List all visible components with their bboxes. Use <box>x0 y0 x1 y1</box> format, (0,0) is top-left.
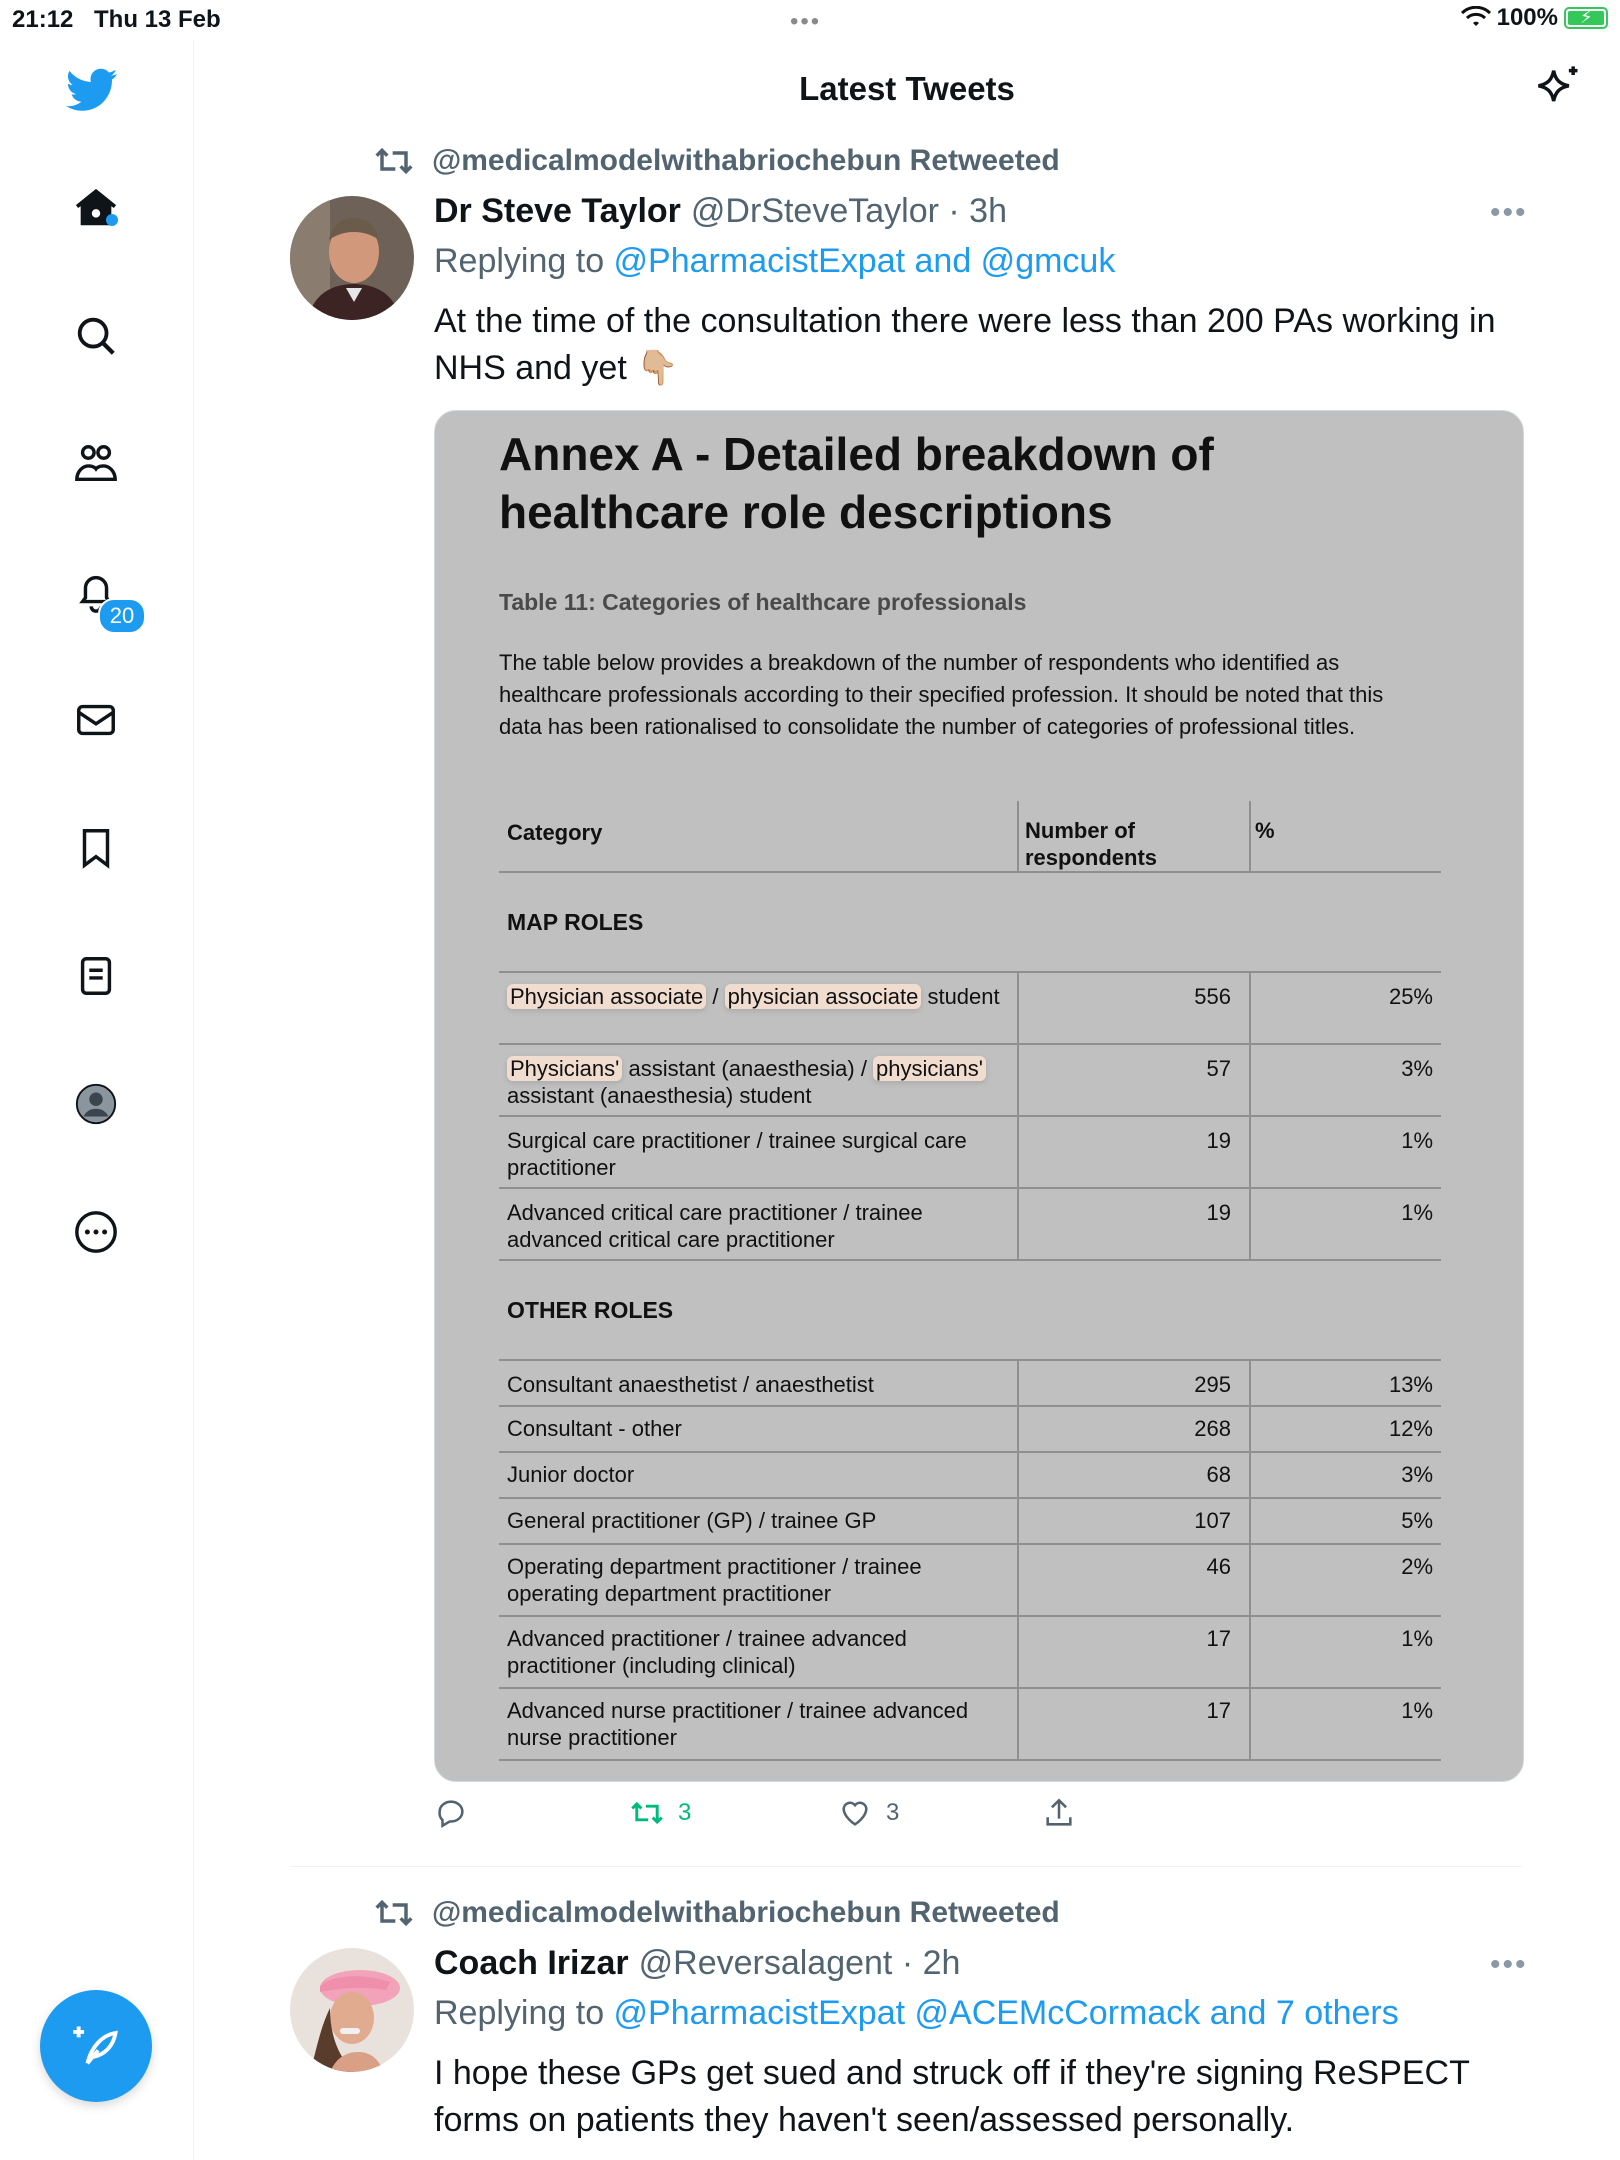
avatar[interactable] <box>290 196 414 320</box>
status-time: 21:12 <box>12 6 74 33</box>
like-count: 3 <box>886 1799 900 1826</box>
sidebar-item-lists[interactable] <box>70 950 122 1002</box>
author-handle[interactable]: @Reversalagent · 2h <box>638 1944 961 1982</box>
sidebar-item-bookmarks[interactable] <box>70 822 122 874</box>
tweet-text: I hope these GPs get sued and struck off if they're signing ReSPECT forms on patients they haven't seen/assessed personally. <box>434 2054 1470 2139</box>
tweet-more-button[interactable]: ••• <box>1490 1948 1528 1981</box>
replying-to: Replying to @PharmacistExpat and @gmcuk <box>434 242 1116 280</box>
notification-count-badge: 20 <box>98 598 146 634</box>
table-row: Advanced practitioner / trainee advanced practitioner (including clinical) 17 1% <box>499 1617 1441 1689</box>
tweet-more-button[interactable]: ••• <box>1490 196 1528 229</box>
table-row: Operating department practitioner / trainee operating department practitioner 46 2% <box>499 1545 1441 1617</box>
page-title: Latest Tweets <box>799 70 1015 107</box>
share-icon <box>1042 1796 1076 1830</box>
document-caption: Table 11: Categories of healthcare professionals <box>499 589 1027 615</box>
wifi-icon <box>1461 6 1491 30</box>
sidebar-item-explore[interactable] <box>70 310 122 362</box>
table-row: Physicians' assistant (anaesthesia) / physicians' assistant (anaesthesia) student 57 3% <box>499 1045 1441 1117</box>
sidebar-item-profile[interactable] <box>70 1078 122 1130</box>
status-right <box>1461 4 1608 32</box>
reply-targets-link[interactable]: @PharmacistExpat and @gmcuk <box>613 242 1116 280</box>
tweet-text: At the time of the consultation there were less than 200 PAs working in NHS and yet 👇🏼 <box>434 302 1496 387</box>
table-row: Consultant anaesthetist / anaesthetist 295 13% <box>499 1361 1441 1407</box>
table-row: Surgical care practitioner / trainee surgical care practitioner 19 1% <box>499 1117 1441 1189</box>
author-handle[interactable]: @DrSteveTaylor · 3h <box>690 192 1007 230</box>
table-header-row: Category Number of respondents % <box>499 801 1441 873</box>
twitter-logo-icon[interactable] <box>66 64 118 116</box>
compose-tweet-button[interactable] <box>40 1990 152 2102</box>
retweeted-by-label[interactable]: @medicalmodelwithabriochebun Retweeted <box>432 144 1060 177</box>
retweet-icon <box>374 1897 414 1929</box>
sidebar-item-more[interactable] <box>70 1206 122 1258</box>
mail-icon <box>73 697 119 743</box>
sparkle-icon[interactable] <box>1532 62 1584 114</box>
table-row: Advanced nurse practitioner / trainee advanced nurse practitioner 17 1% <box>499 1689 1441 1761</box>
table-row: Consultant - other 268 12% <box>499 1407 1441 1453</box>
table-section-heading: OTHER ROLES <box>499 1261 1441 1361</box>
share-button[interactable] <box>1042 1796 1076 1830</box>
tweet-actions <box>434 1796 1134 1840</box>
table-row: General practitioner (GP) / trainee GP 107 5% <box>499 1499 1441 1545</box>
bookmark-icon <box>73 825 119 871</box>
more-circle-icon <box>73 1209 119 1255</box>
heart-icon <box>838 1796 872 1830</box>
status-date: Thu 13 Feb <box>94 6 221 33</box>
battery-percent: 100% <box>1496 4 1558 31</box>
tweet-divider <box>290 1866 1522 1867</box>
tweet-author[interactable] <box>434 1944 960 1983</box>
retweeted-by-label[interactable]: @medicalmodelwithabriochebun Retweeted <box>432 1896 1060 1929</box>
tweet-image[interactable] <box>434 410 1524 1782</box>
replying-to: Replying to @PharmacistExpat @ACEMcCormack and 7 others <box>434 1994 1399 2032</box>
sidebar-item-communities[interactable] <box>70 438 122 490</box>
document-paragraph: The table below provides a breakdown of the number of respondents who identified as healthcare professionals according to their specified profession. It should be noted that this data has been rationalised to consolidate the number of categories of professional titles. <box>499 650 1384 739</box>
table-row: Junior doctor 68 3% <box>499 1453 1441 1499</box>
retweet-icon <box>630 1796 664 1830</box>
status-bar <box>0 0 1620 40</box>
table-row: Physician associate / physician associate student 556 25% <box>499 973 1441 1045</box>
table-row: Advanced critical care practitioner / trainee advanced critical care practitioner 19 1% <box>499 1189 1441 1261</box>
reply-button[interactable] <box>434 1796 468 1830</box>
author-name[interactable]: Coach Irizar <box>434 1944 629 1982</box>
retweet-button[interactable] <box>630 1796 691 1830</box>
search-icon <box>73 313 119 359</box>
retweet-count: 3 <box>678 1799 692 1826</box>
compose-icon <box>70 2020 122 2072</box>
home-unread-dot <box>106 214 118 226</box>
sidebar-nav <box>0 40 194 2160</box>
profile-icon <box>73 1081 119 1127</box>
retweet-context <box>374 1896 1060 1930</box>
list-icon <box>73 953 119 999</box>
sidebar-item-messages[interactable] <box>70 694 122 746</box>
reply-icon <box>434 1796 468 1830</box>
people-icon <box>73 441 119 487</box>
tweet-author[interactable] <box>434 192 1007 231</box>
avatar[interactable] <box>290 1948 414 2072</box>
reply-targets-link[interactable]: @PharmacistExpat @ACEMcCormack and 7 others <box>613 1994 1399 2032</box>
sidebar-item-home[interactable] <box>70 182 122 234</box>
battery-icon: ⚡ <box>1564 7 1608 29</box>
like-button[interactable] <box>838 1796 899 1830</box>
author-name[interactable]: Dr Steve Taylor <box>434 192 681 230</box>
retweet-context <box>374 144 1060 178</box>
table-section-heading: MAP ROLES <box>499 873 1441 973</box>
document-heading: Annex A - Detailed breakdown of healthcare role descriptions <box>499 428 1214 538</box>
multitasking-dots[interactable]: ••• <box>790 8 822 35</box>
retweet-icon <box>374 145 414 177</box>
